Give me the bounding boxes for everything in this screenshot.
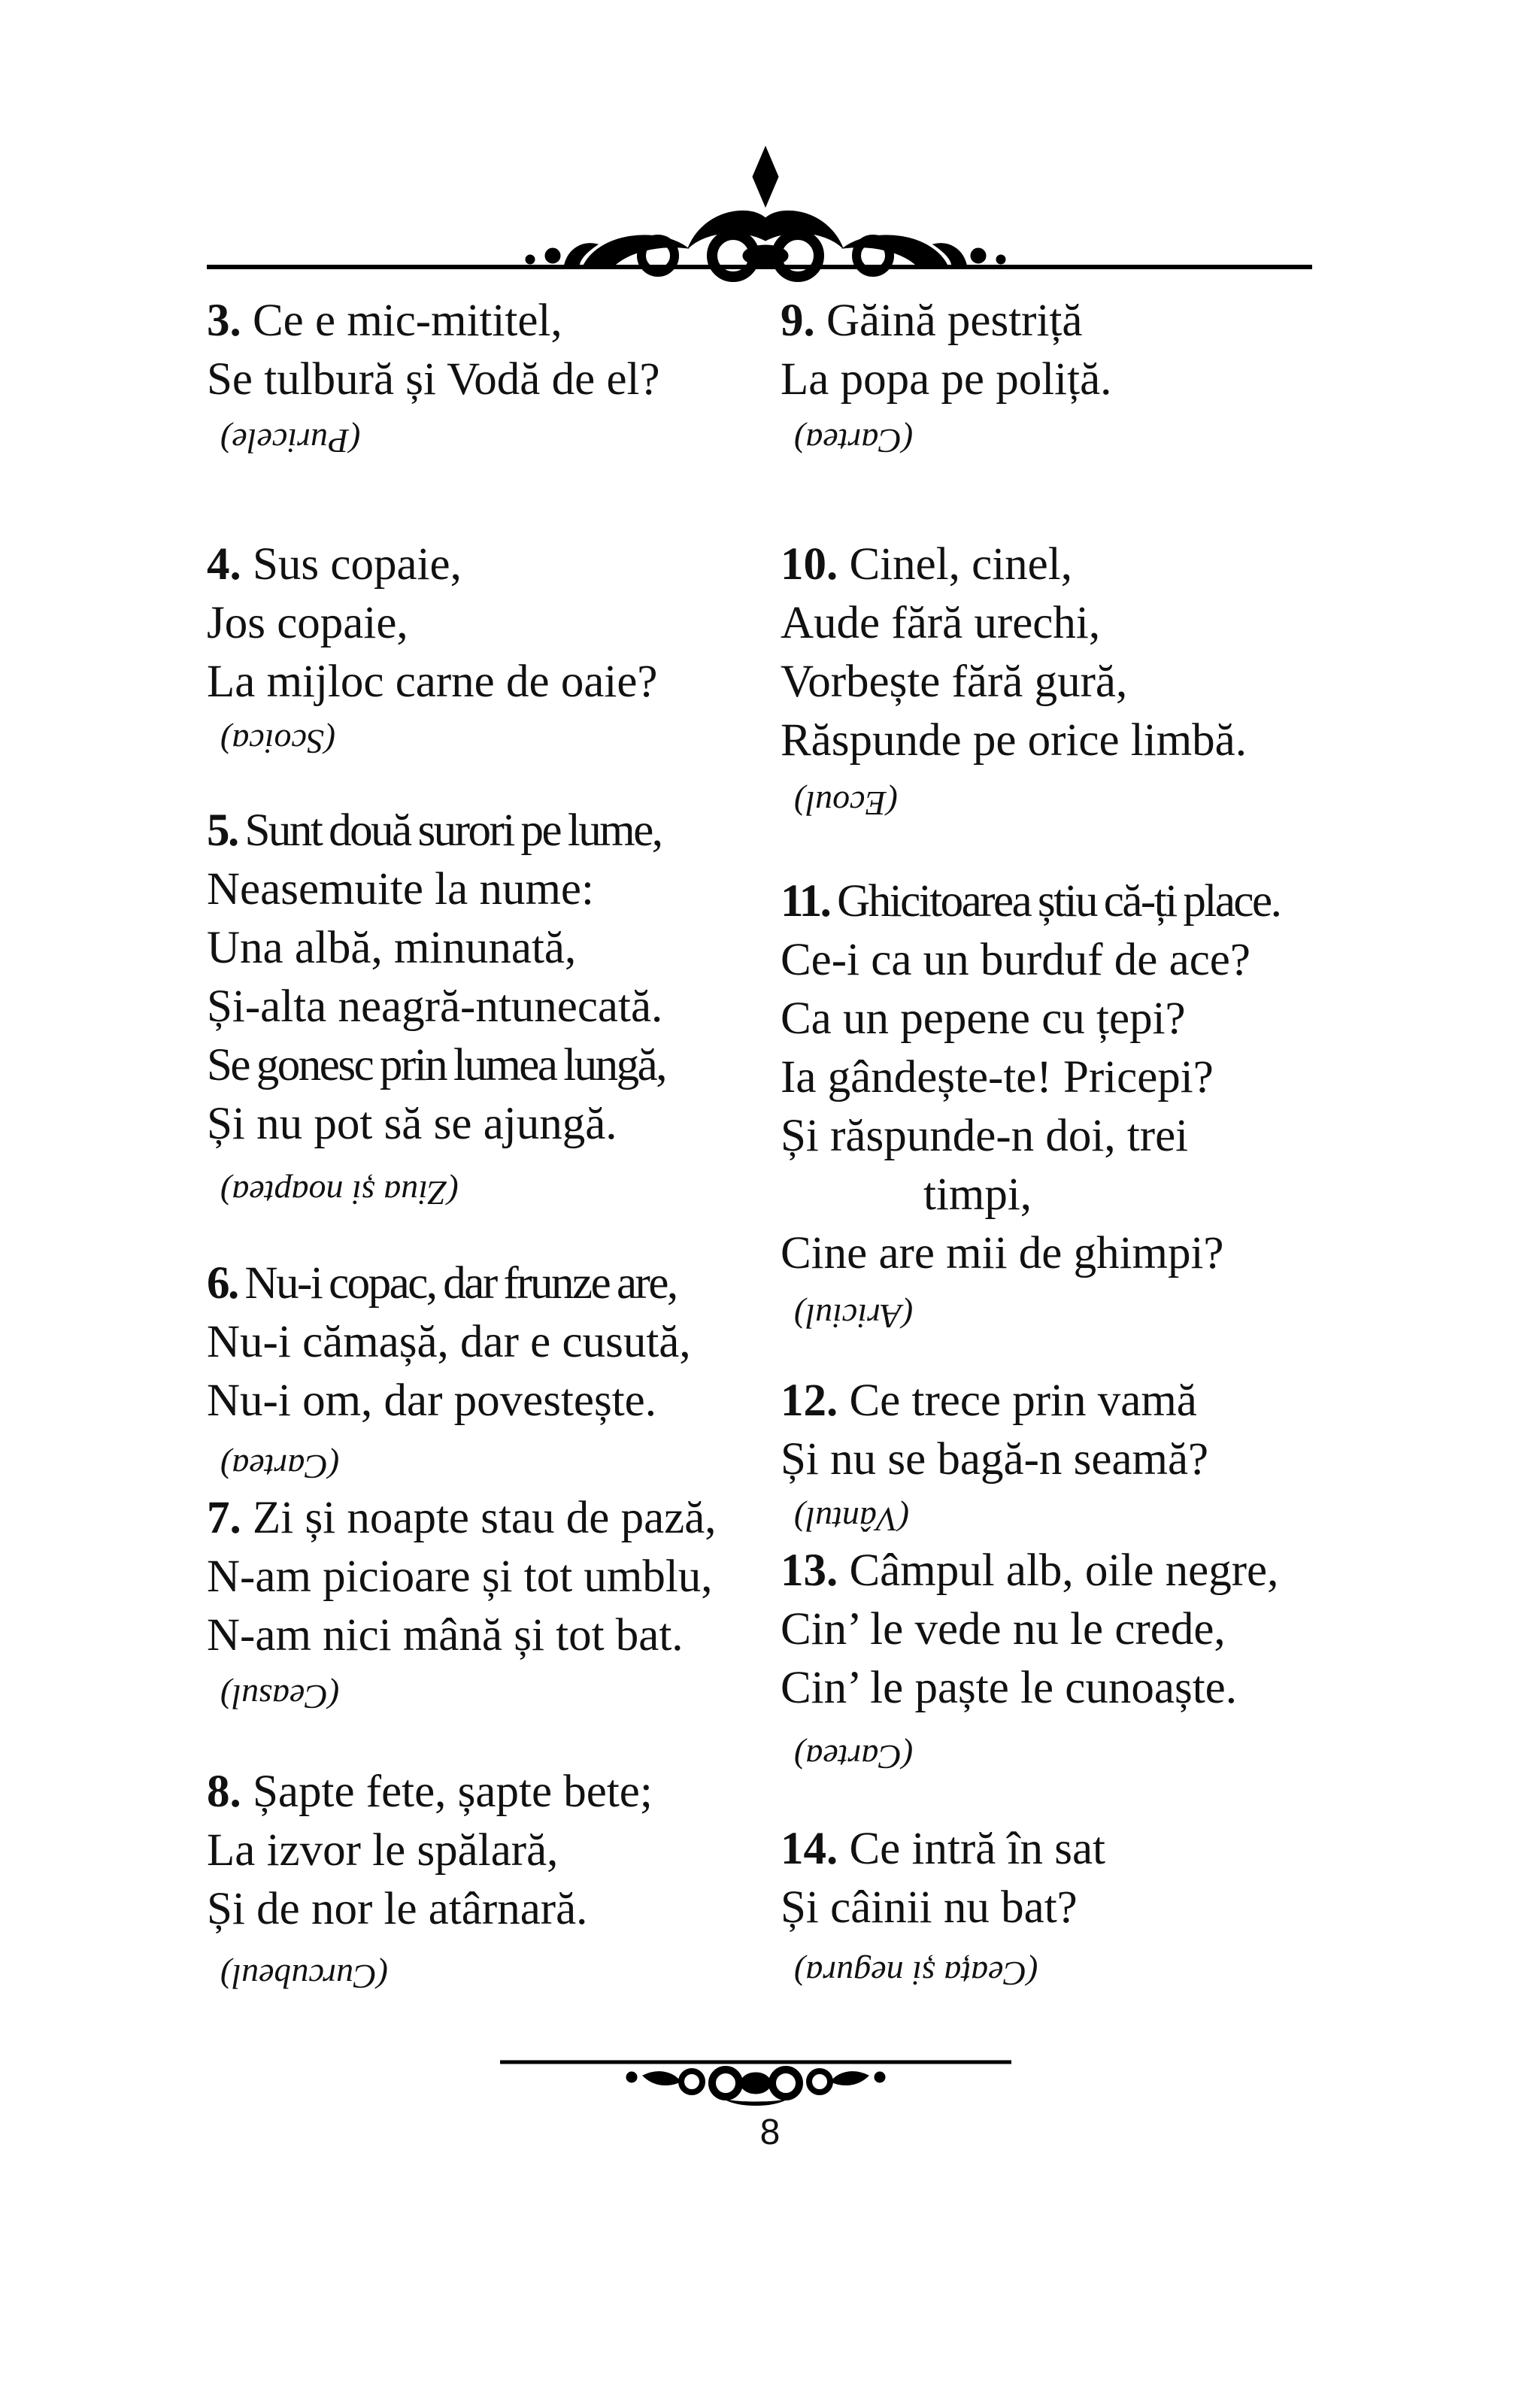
riddle-14 [781,1820,1352,1996]
riddle-line: Și câinii nu bat? [781,1882,1078,1933]
riddle-line: Și nu se bagă-n seamă? [781,1434,1209,1485]
riddle-10 [781,535,1352,826]
riddle-line: Una albă, minunată, [207,923,577,973]
riddle-line: La popa pe poliță. [781,354,1112,405]
riddle-answer: (Ziua și noaptea) [220,1174,459,1212]
riddle-line: Și de nor le atârnară. [207,1884,588,1934]
riddle-line: Și răspunde-n doi, trei [781,1111,1189,1161]
riddle-answer: (Cartea) [794,422,914,460]
top-ornament [207,143,1312,286]
riddle-line: Neasemuite la nume: [207,864,594,914]
riddle-answer: (Cartea) [220,1448,340,1486]
riddle-line: Vorbește fără gură, [781,657,1128,707]
riddle-line: Cin’ le vede nu le crede, [781,1604,1226,1654]
riddle-line: Ca un pepene cu țepi? [781,993,1186,1044]
riddle-line: Ia gândește-te! Pricepi? [781,1052,1214,1102]
riddle-line: 12. Ce trece prin vamă [781,1375,1197,1426]
riddle-line: Și-alta neagră-ntunecată. [207,981,663,1032]
riddle-9 [781,292,1352,463]
riddle-line: Răspunde pe orice limbă. [781,715,1247,766]
riddle-column-left [207,292,778,1999]
riddle-line: Aude fără urechi, [781,598,1101,648]
riddle-8 [207,1763,778,1999]
riddle-answer: (Ceața și negura) [794,1955,1038,1993]
riddle-line: 3. Ce e mic-mititel, [207,296,562,346]
riddle-6 [207,1254,778,1489]
riddle-line: Se gonesc prin lumea lungă, [207,1040,665,1090]
riddle-line: 11. Ghicitoarea știu că-ți place. [781,876,1281,927]
riddle-answer: (Puricele) [220,422,361,460]
riddle-answer: (Scoica) [220,723,336,761]
riddle-line: 6. Nu-i copac, dar frunze are, [207,1258,677,1309]
riddle-line: 13. Câmpul alb, oile negre, [781,1545,1279,1596]
riddle-answer: (Vântul) [794,1500,910,1539]
riddle-answer: (Cartea) [794,1738,914,1776]
riddle-line: 10. Cinel, cinel, [781,539,1072,590]
riddle-line: timpi, [923,1169,1032,1220]
riddle-line: Cine are mii de ghimpi? [781,1228,1224,1278]
riddle-line: Nu-i cămașă, dar e cusută, [207,1317,691,1367]
flourish-icon [626,2070,885,2106]
riddle-line: N-am nici mână și tot bat. [207,1610,684,1661]
riddle-7 [207,1489,778,1719]
riddle-line: Nu-i om, dar povestește. [207,1375,656,1426]
riddle-answer: (Ecoul) [794,784,898,823]
riddle-answer: (Curcubeul) [220,1958,389,1996]
flourish-icon [526,147,1005,277]
riddle-line: 8. Șapte fete, șapte bete; [207,1767,653,1817]
riddle-line: 9. Găină pestriță [781,296,1083,346]
riddle-answer: (Ceasul) [220,1678,340,1716]
riddle-line: 5. Sunt două surori pe lume, [207,805,662,856]
bottom-ornament [500,2053,1011,2113]
riddle-13 [781,1542,1352,1779]
riddle-3 [207,292,778,463]
riddle-answer: (Ariciul) [794,1297,914,1336]
riddle-column-right [781,292,1352,1996]
riddle-line: Și nu pot să se ajungă. [207,1099,617,1149]
page-number: 8 [759,2112,781,2152]
riddle-4 [207,535,778,764]
riddle-line: La mijloc carne de oaie? [207,657,658,707]
riddle-line: Jos copaie, [207,598,408,648]
riddle-line: 4. Sus copaie, [207,539,462,590]
riddle-11 [781,872,1352,1339]
riddle-line: N-am picioare și tot umblu, [207,1551,713,1602]
riddle-5 [207,802,778,1215]
riddle-line: Cin’ le paște le cunoaște. [781,1663,1237,1713]
riddle-line: Se tulbură și Vodă de el? [207,354,660,405]
riddle-line: 14. Ce intră în sat [781,1824,1106,1874]
riddle-12 [781,1372,1352,1542]
riddle-line: Ce-i ca un burduf de ace? [781,935,1250,985]
riddle-line: 7. Zi și noapte stau de pază, [207,1493,717,1543]
riddle-line: La izvor le spălară, [207,1825,559,1876]
